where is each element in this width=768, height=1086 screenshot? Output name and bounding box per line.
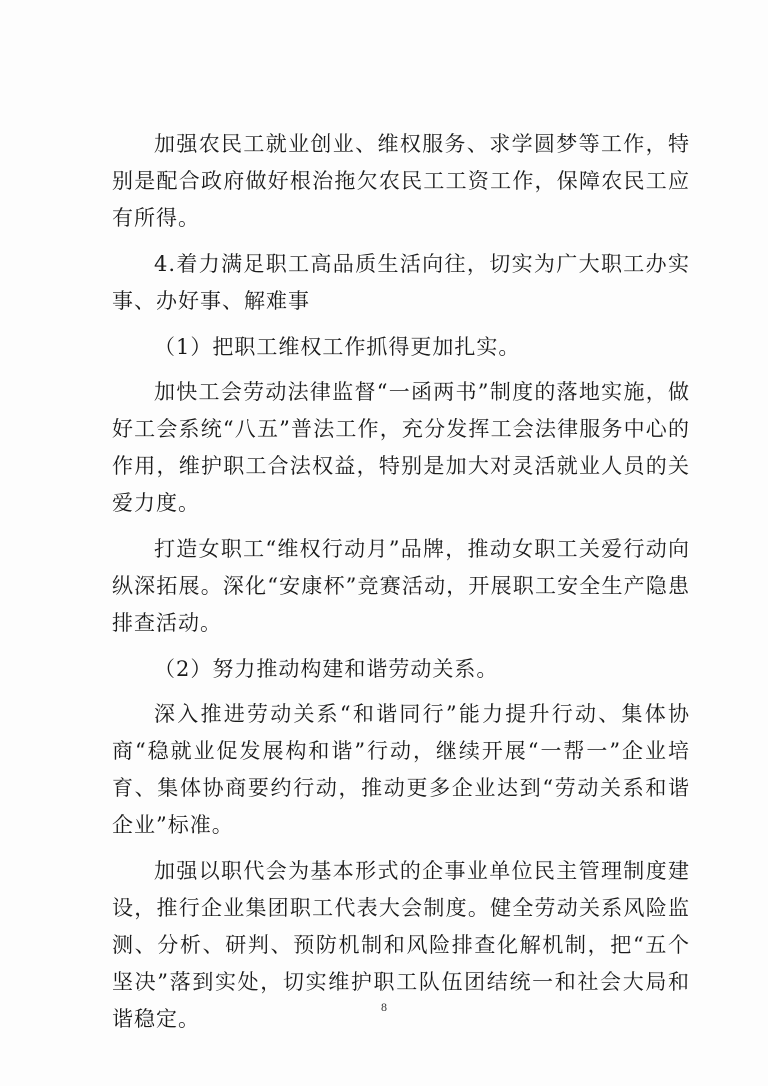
page-number: 8 <box>381 1000 387 1014</box>
paragraph-democratic-management: 加强以职代会为基本形式的企事业单位民主管理制度建设，推行企业集团职工代表大会制度。健全劳动关系风险监测、分析、研判、预防机制和风险排查化解机制，把“五个坚决”落到实处，切实维护职工队伍团结统一和社会大局和谐稳定。 <box>112 859 690 1031</box>
paragraph-legal-supervision: 加快工会劳动法律监督“一函两书”制度的落地实施，做好工会系统“八五”普法工作，充分发挥工会法律服务中心的作用，维护职工合法权益，特别是加大对灵活就业人员的关爱力度。 <box>112 380 690 515</box>
paragraph-migrant-workers: 加强农民工就业创业、维权服务、求学圆梦等工作，特别是配合政府做好根治拖欠农民工工资工作，保障农民工应有所得。 <box>112 132 690 230</box>
paragraph-labor-relations: 深入推进劳动关系“和谐同行”能力提升行动、集体协商“稳就业促发展构和谐”行动，继续开展“一帮一”企业培育、集体协商要约行动，推动更多企业达到“劳动关系和谐企业”标准。 <box>112 702 690 837</box>
subheading-2: （2）努力推动构建和谐劳动关系。 <box>154 657 499 681</box>
section-heading-4: 4.着力满足职工高品质生活向往，切实为广大职工办实事、办好事、解难事 <box>112 252 690 313</box>
subheading-1: （1）把职工维权工作抓得更加扎实。 <box>154 335 521 359</box>
paragraph-female-workers: 打造女职工“维权行动月”品牌，推动女职工关爱行动向纵深拓展。深化“安康杯”竞赛活动，开展职工安全生产隐患排查活动。 <box>112 537 690 635</box>
document-body <box>112 126 690 1047</box>
